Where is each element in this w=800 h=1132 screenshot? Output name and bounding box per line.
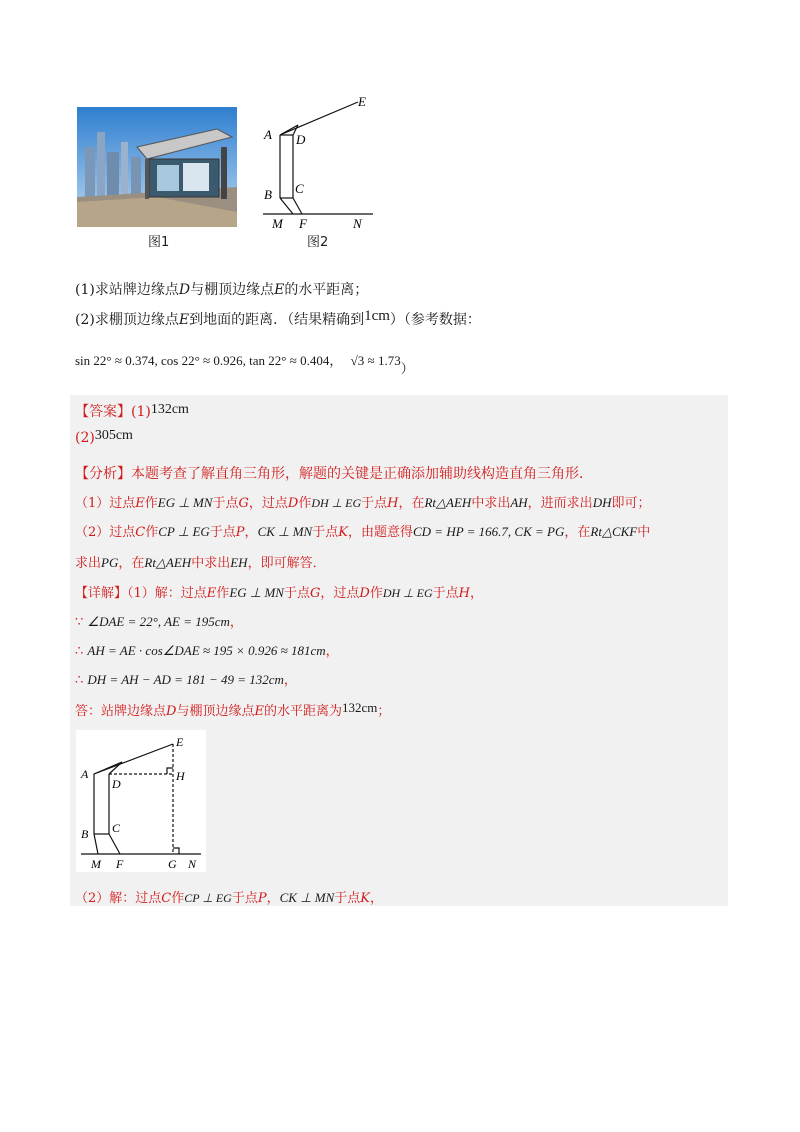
sol-label-C: C	[112, 821, 121, 835]
figure-2-diagram	[258, 95, 378, 235]
analysis-step-2-cont: 求出PG，在Rt△AEH中求出EH，即可解答．	[75, 555, 326, 571]
solution-diagram	[76, 730, 206, 872]
sol-label-A: A	[81, 767, 89, 781]
sol-label-G: G	[168, 857, 177, 871]
sol-label-F: F	[116, 857, 124, 871]
bus-shelter-photo	[77, 107, 237, 227]
detail-part-2: （2）解：过点C作CP ⊥ EG于点P，CK ⊥ MN于点K，	[75, 890, 384, 906]
label-M: M	[272, 216, 283, 231]
detail-line-5: 答：站牌边缘点D与棚顶边缘点E的水平距离为132cm；	[75, 700, 391, 719]
figure-1-caption: 图1	[148, 235, 170, 250]
detail-line-2: ∵ ∠DAE = 22°, AE = 195cm，	[75, 614, 243, 630]
label-C: C	[295, 181, 304, 196]
sol-label-H: H	[176, 769, 185, 783]
analysis-step-2: （2）过点C作CP ⊥ EG于点P，CK ⊥ MN于点K，由题意得CD = HP = 166.7, CK = PG，在Rt△CKF中	[75, 524, 651, 540]
sol-label-E: E	[176, 735, 184, 749]
label-N: N	[353, 216, 362, 231]
sol-label-M: M	[91, 857, 101, 871]
analysis-line: 【分析】本题考查了解直角三角形，解题的关键是正确添加辅助线构造直角三角形．	[75, 466, 593, 482]
answer-line-2: (2)305cm	[75, 428, 133, 446]
question-2: (2)求棚顶边缘点E到地面的距离．（结果精确到1cm）（参考数据：	[75, 308, 481, 328]
answer-line: 【答案】(1)132cm	[75, 402, 189, 420]
analysis-step-1: （1）过点E作EG ⊥ MN于点G，过点D作DH ⊥ EG于点H，在Rt△AEH中求出AH，进而求出DH即可；	[75, 495, 651, 511]
label-A: A	[264, 127, 272, 142]
label-F: F	[299, 216, 307, 231]
detail-line-3: ∴ AH = AE · cos∠DAE ≈ 195 × 0.926 ≈ 181cm，	[75, 643, 339, 659]
detail-line-4: ∴ DH = AH − AD = 181 − 49 = 132cm，	[75, 672, 297, 688]
figure-2-caption: 图2	[307, 235, 329, 250]
sol-label-N: N	[188, 857, 197, 871]
sol-label-D: D	[112, 777, 121, 791]
reference-data: sin 22° ≈ 0.374, cos 22° ≈ 0.926, tan 22° ≈ 0.404， √3 ≈ 1.73）	[75, 353, 414, 377]
label-E: E	[358, 95, 366, 109]
label-B: B	[264, 187, 272, 202]
sol-label-B: B	[81, 827, 89, 841]
question-1: (1)求站牌边缘点D与棚顶边缘点E的水平距离；	[75, 282, 369, 298]
label-D: D	[296, 132, 306, 147]
detail-line-1: 【详解】（1）解：过点E作EG ⊥ MN于点G，过点D作DH ⊥ EG于点H，	[75, 585, 483, 601]
